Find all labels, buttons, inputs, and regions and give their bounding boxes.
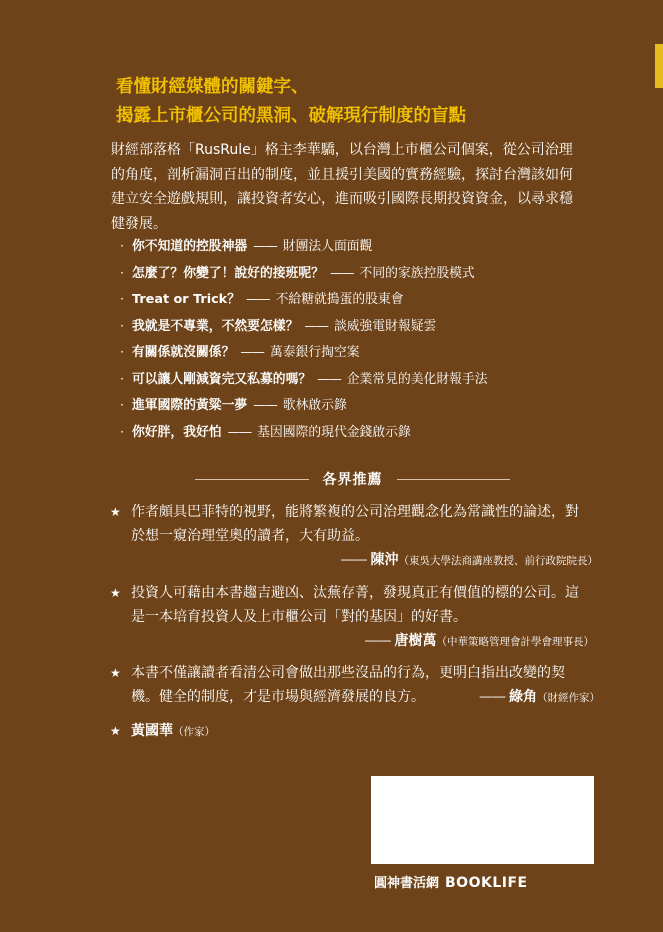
headline — [116, 73, 466, 131]
publisher-logo — [374, 872, 528, 891]
chapter-subtitle: 不同的家族控股模式 — [359, 265, 475, 281]
chapter-item — [120, 314, 488, 341]
chapter-title: 可以讓人剛減資完又私募的嗎？ — [132, 371, 312, 387]
headline-line-1: 看懂財經媒體的關鍵字、 — [116, 77, 309, 97]
chapter-title: 我就是不專業，不然要怎樣？ — [132, 318, 299, 334]
chapter-item — [120, 393, 488, 420]
star-icon: ★ — [110, 586, 121, 600]
recommendation-2 — [110, 581, 594, 654]
chapter-item — [120, 234, 488, 261]
chapter-item — [120, 261, 488, 288]
publisher-name: 圓神書活網 — [374, 876, 440, 891]
recommendation-text: 本書不僅讓讀者看清公司會做出那些沒品的行為，更明白指出改變的契 — [131, 665, 565, 681]
chapter-item — [120, 340, 488, 367]
bullet-icon: · — [120, 345, 125, 360]
barcode-area — [371, 776, 594, 864]
recommendation-attribution — [110, 629, 594, 654]
recommender-name: 綠角 — [509, 689, 537, 705]
bullet-icon: · — [120, 292, 125, 307]
attribution-dash: —— — [364, 633, 391, 649]
chapter-subtitle: 歌林啟示錄 — [282, 398, 347, 413]
recommender-role: （東吳大學法商講座教授、前行政院院長） — [398, 555, 598, 567]
star-icon: ★ — [110, 724, 121, 738]
recommendation-text: 投資人可藉由本書趨吉避凶、汰蕪存菁，發現真正有價值的標的公司。這 — [131, 585, 579, 601]
recommender-name: 陳沖 — [370, 552, 399, 568]
chapter-title: 你不知道的控股神器 — [132, 239, 248, 254]
chapter-subtitle: 基因國際的現代金錢啟示錄 — [257, 424, 411, 440]
recommender-role: （中華策略管理會計學會理事長） — [436, 636, 594, 648]
recommendation-text-cont: 機。健全的制度，才是市場與經濟發展的良方。 — [131, 689, 425, 705]
recommender-role: （作家） — [173, 726, 215, 738]
intro-line: 健發展。 — [111, 215, 167, 232]
chapter-subtitle: 談威強電財報疑雲 — [333, 318, 437, 334]
recommendations-heading — [195, 469, 510, 489]
bullet-icon: · — [120, 371, 125, 387]
recommendation-text-cont: 於想一窺治理堂奧的讀者，大有助益。 — [131, 528, 369, 544]
recommendation-1 — [110, 500, 598, 573]
chapter-dash: —— — [253, 239, 277, 254]
recommendation-text-cont: 是一本培育投資人及上市櫃公司「對的基因」的好書。 — [131, 609, 467, 625]
chapter-title: 你好胖，我好怕 — [132, 424, 222, 440]
chapter-title: 進軍國際的黃粱一夢 — [132, 398, 248, 413]
recommendations-heading-label: 各界推薦 — [322, 472, 383, 488]
chapter-title: Treat or Trick？ — [132, 292, 240, 307]
chapter-dash: —— — [304, 318, 328, 334]
intro-line: 的角度，剖析漏洞百出的制度，並且援引美國的實務經驗，探討台灣該如何 — [111, 166, 573, 183]
recommender-name: 黃國華 — [131, 723, 173, 739]
intro-line: 財經部落格「RusRule」格主李華驕，以台灣上市櫃公司個案，從公司治理 — [111, 142, 573, 158]
recommendation-3 — [110, 661, 600, 710]
bullet-icon: · — [120, 239, 125, 254]
recommendation-text: 作者頗具巴菲特的視野，能將繁複的公司治理觀念化為常識性的論述，對 — [131, 504, 579, 520]
star-icon: ★ — [110, 666, 121, 680]
intro-paragraph — [111, 138, 631, 236]
intro-line: 建立安全遊戲規則，讓投資者安心，進而吸引國際長期投資資金，以尋求穩 — [111, 191, 573, 207]
chapter-subtitle: 萬泰銀行掏空案 — [269, 345, 360, 360]
chapter-item — [120, 287, 488, 314]
bullet-icon: · — [120, 424, 125, 440]
chapter-subtitle: 企業常見的美化財報手法 — [346, 371, 488, 387]
heading-rule-left — [195, 479, 309, 480]
star-icon: ★ — [110, 505, 121, 519]
bullet-icon: · — [120, 265, 125, 281]
recommendation-attribution — [110, 548, 598, 573]
chapter-item — [120, 367, 488, 394]
publisher-brand: BOOKLIFE — [445, 875, 528, 891]
chapter-dash: —— — [227, 424, 252, 440]
headline-line-2: 揭露上市櫃公司的黑洞、破解現行制度的盲點 — [116, 106, 466, 126]
recommendation-text-cont-row — [110, 685, 600, 710]
recommender-name: 唐樹萬 — [394, 633, 437, 649]
chapter-list — [120, 234, 488, 446]
chapter-dash: —— — [240, 345, 264, 360]
chapter-item — [120, 420, 488, 447]
recommendation-attribution — [479, 685, 600, 710]
chapter-dash: —— — [246, 292, 270, 307]
chapter-dash: —— — [317, 371, 341, 387]
recommender-role: （財經作家） — [537, 692, 600, 704]
spine-color-mark — [655, 44, 663, 88]
recommendation-4 — [110, 719, 215, 744]
chapter-dash: —— — [253, 398, 277, 413]
bullet-icon: · — [120, 318, 125, 334]
bullet-icon: · — [120, 398, 125, 413]
chapter-dash: —— — [329, 265, 354, 281]
attribution-dash: —— — [479, 689, 505, 705]
heading-rule-right — [397, 479, 511, 480]
attribution-dash: —— — [340, 552, 367, 568]
chapter-subtitle: 財團法人面面觀 — [282, 239, 373, 254]
chapter-title: 有關係就沒關係？ — [132, 345, 235, 360]
chapter-title: 怎麼了？你變了！說好的接班呢？ — [132, 265, 324, 281]
chapter-subtitle: 不給糖就搗蛋的股東會 — [275, 292, 404, 307]
